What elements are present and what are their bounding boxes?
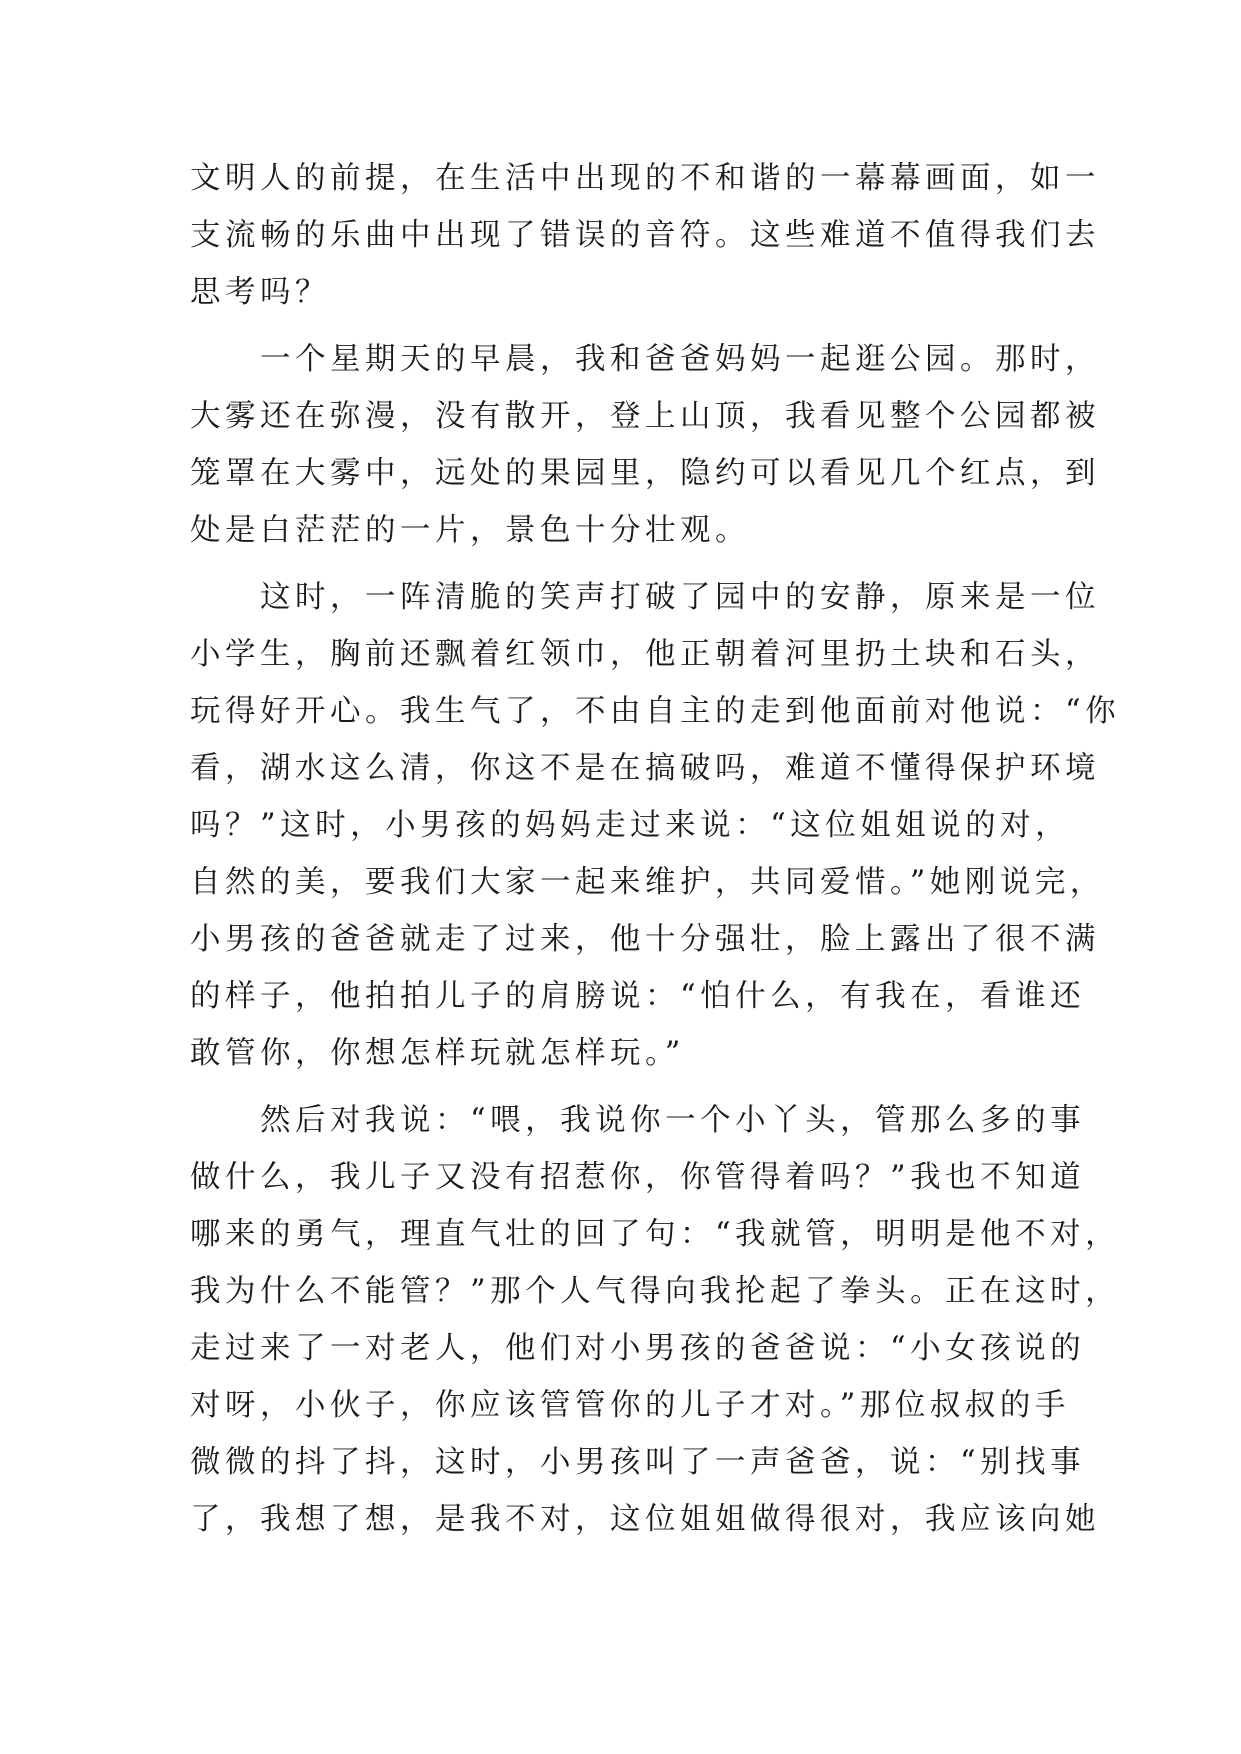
text-line: 然后对我说：“喂，我说你一个小丫头，管那么多的事 [190,1103,1086,1138]
text-line: 思考吗？ [190,275,330,310]
text-line: 处是白茫茫的一片，景色十分壮观。 [190,513,750,548]
paragraph-gap [190,1082,1050,1092]
text-line: 敢管你，你想怎样玩就怎样玩。” [190,1036,685,1071]
text-line: 玩得好开心。我生气了，不由自主的走到他面前对他说：“你 [190,694,1121,729]
text-line: 我为什么不能管？”那个人气得向我抡起了拳头。正在这时， [190,1274,1121,1309]
paragraph-gap [190,559,1050,569]
text-line: 看，湖水这么清，你这不是在搞破吗，难道不懂得保护环境 [190,751,1100,786]
text-line: 文明人的前提，在生活中出现的不和谐的一幕幕画面，如一 [190,161,1100,196]
text-line: 支流畅的乐曲中出现了错误的音符。这些难道不值得我们去 [190,218,1100,253]
text-line: 自然的美，要我们大家一起来维护，共同爱惜。”她刚说完， [190,865,1105,900]
text-line: 走过来了一对老人，他们对小男孩的爸爸说：“小女孩说的 [190,1331,1086,1366]
paragraph-gap [190,321,1050,331]
text-line: 一个星期天的早晨，我和爸爸妈妈一起逛公园。那时， [190,342,1100,377]
text-line: 吗？”这时，小男孩的妈妈走过来说：“这位姐姐说的对， [190,808,1071,843]
text-line: 小男孩的爸爸就走了过来，他十分强壮，脸上露出了很不满 [190,922,1100,957]
text-line: 哪来的勇气，理直气壮的回了句：“我就管，明明是他不对， [190,1217,1121,1252]
text-line: 的样子，他拍拍儿子的肩膀说：“怕什么，有我在，看谁还 [190,979,1086,1014]
text-line: 对呀，小伙子，你应该管管你的儿子才对。”那位叔叔的手 [190,1388,1070,1423]
body-text [190,150,1121,1548]
text-line: 这时，一阵清脆的笑声打破了园中的安静，原来是一位 [190,580,1100,615]
text-line: 小学生，胸前还飘着红领巾，他正朝着河里扔土块和石头， [190,637,1100,672]
text-line: 微微的抖了抖，这时，小男孩叫了一声爸爸，说：“别找事 [190,1445,1086,1480]
text-line: 了，我想了想，是我不对，这位姐姐做得很对，我应该向她 [190,1502,1100,1537]
text-line: 笼罩在大雾中，远处的果园里，隐约可以看见几个红点，到 [190,456,1100,491]
text-line: 做什么，我儿子又没有招惹你，你管得着吗？”我也不知道 [190,1160,1086,1195]
text-line: 大雾还在弥漫，没有散开，登上山顶，我看见整个公园都被 [190,399,1100,434]
